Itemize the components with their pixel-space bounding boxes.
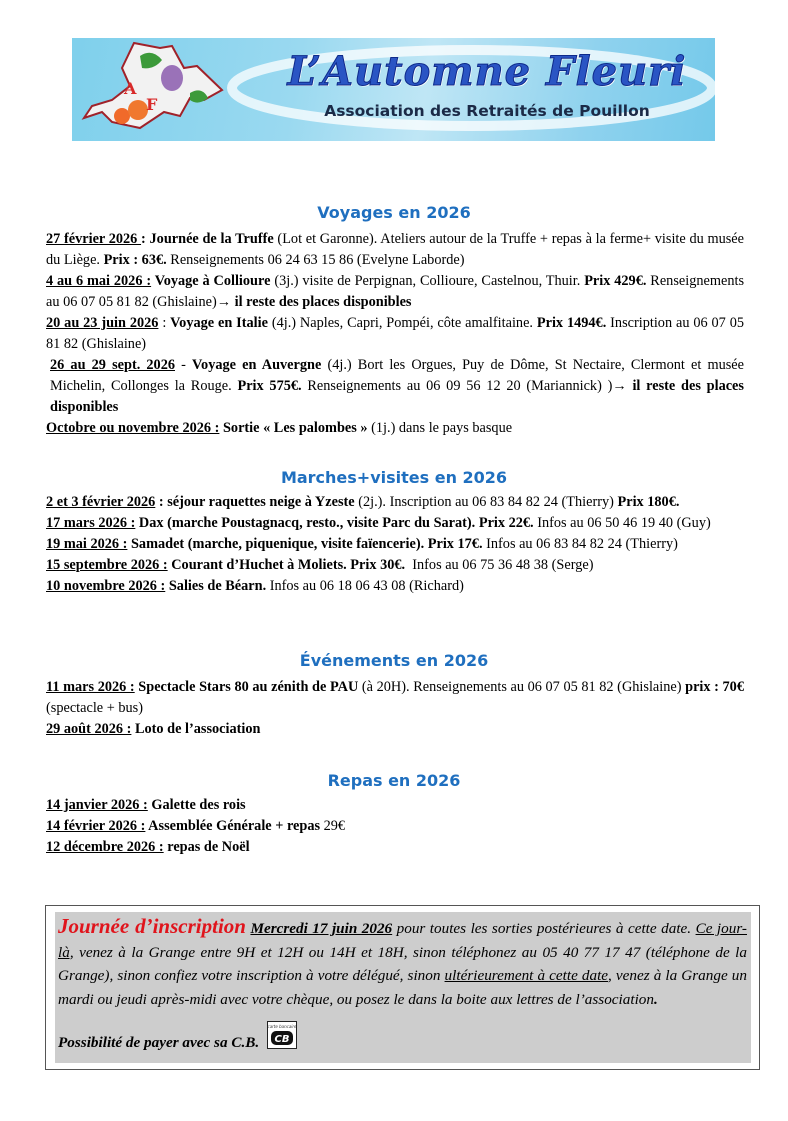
list-item: 14 janvier 2026 : Galette des rois bbox=[46, 797, 246, 813]
section-title-evenements: Événements en 2026 bbox=[299, 651, 489, 670]
inscription-date: Mercredi 17 juin 2026 bbox=[250, 920, 393, 937]
cb-card-icon bbox=[267, 1021, 297, 1049]
logo-letter-f: F bbox=[146, 95, 158, 114]
arrow-right-icon: → bbox=[612, 378, 627, 394]
grapes-icon bbox=[161, 65, 183, 91]
list-item: 20 au 23 juin 2026 : Voyage en Italie (4j.) Naples, Capri, Pompéi, côte amalfitaine. Prix 1494€. Inscription au 06 07 05 81 82 (Ghislaine) bbox=[46, 315, 744, 352]
list-item: 19 mai 2026 : Samadet (marche, piquenique, visite faïencerie). Prix 17€. Infos au 06 83 84 82 24 (Thierry) bbox=[46, 536, 678, 552]
list-item: 4 au 6 mai 2026 : Voyage à Collioure (3j.) visite de Perpignan, Collioure, Castelnou, Thuir. Prix 429€. Renseignements au 06 07 05 81 82 (Ghislaine)→ il reste des places disponibles bbox=[46, 273, 745, 310]
list-item: 27 février 2026 : Journée de la Truffe (Lot et Garonne). Ateliers autour de la Truffe + repas à la ferme+ visite du musée du Liège. Prix : 63€. Renseignements 06 24 63 15 86 (Evelyne Laborde) bbox=[46, 231, 745, 268]
list-item: 2 et 3 février 2026 : séjour raquettes neige à Yzeste (2j.). Inscription au 06 83 84 82 24 (Thierry) Prix 180€. bbox=[46, 494, 680, 510]
list-item: 26 au 29 sept. 2026 - Voyage en Auvergne (4j.) Bort les Orgues, Puy de Dôme, St Nectaire, Clermont et musée Michelin, Collonges la Rouge. Prix 575€. Renseignements au 06 09 56 12 20 (Mariannick) )→ il reste des places disponibles bbox=[50, 357, 744, 415]
list-item: 14 février 2026 : Assemblée Générale + repas 29€ bbox=[46, 818, 346, 834]
inscription-box-content: Journée d’inscription Mercredi 17 juin 2026 pour toutes les sorties postérieures à cette date. Ce jour-là, venez à la Grange entre 9H et 12H ou 14H et 18H, sinon téléphonez au 05 40 77 17 47 (téléphone de la Grange), sinon confiez votre inscription à votre délégué, sinon ultérieurement à cette date, venez à la Grange un mardi ou jeudi après-midi avec votre chèque, ou posez le dans la boite aux lettres de l’association. Possibilité de payer avec sa C.B. carte bancaire CB bbox=[55, 912, 751, 1063]
inscription-heading: Journée d’inscription bbox=[58, 914, 246, 938]
section-title-voyages: Voyages en 2026 bbox=[317, 203, 471, 222]
flower-icon bbox=[114, 108, 130, 124]
section-repas bbox=[46, 795, 744, 858]
banner-title: L’Automne Fleuri bbox=[287, 48, 687, 95]
logo-letter-a: A bbox=[124, 79, 137, 98]
section-marches bbox=[46, 492, 744, 597]
section-title-repas: Repas en 2026 bbox=[327, 771, 461, 790]
header-banner bbox=[72, 38, 715, 141]
flower-icon bbox=[128, 100, 148, 120]
list-item: 17 mars 2026 : Dax (marche Poustagnacq, resto., visite Parc du Sarat). Prix 22€. Infos au 06 50 46 19 40 (Guy) bbox=[46, 515, 711, 531]
list-item: 11 mars 2026 : Spectacle Stars 80 au zénith de PAU (à 20H). Renseignements au 06 07 05 81 82 (Ghislaine) prix : 70€ (spectacle + bus) bbox=[46, 679, 744, 716]
section-voyages bbox=[46, 229, 744, 439]
section-evenements bbox=[46, 677, 744, 740]
arrow-right-icon: → bbox=[216, 294, 232, 310]
list-item: Octobre ou novembre 2026 : Sortie « Les palombes » (1j.) dans le pays basque bbox=[46, 420, 513, 436]
cb-logo-text: CB bbox=[274, 1034, 290, 1045]
cb-logo-caption: carte bancaire bbox=[267, 1024, 297, 1029]
payment-line bbox=[58, 1021, 747, 1055]
list-item: 12 décembre 2026 : repas de Noël bbox=[46, 839, 250, 855]
inscription-box bbox=[45, 905, 760, 1070]
list-item: 29 août 2026 : Loto de l’association bbox=[46, 721, 261, 737]
payment-text: Possibilité de payer avec sa C.B. bbox=[58, 1034, 260, 1051]
list-item: 10 novembre 2026 : Salies de Béarn. Infos au 06 18 06 43 08 (Richard) bbox=[46, 578, 464, 594]
section-title-marches: Marches+visites en 2026 bbox=[280, 468, 508, 487]
list-item: 15 septembre 2026 : Courant d’Huchet à Moliets. Prix 30€. Infos au 06 75 36 48 38 (Serge) bbox=[46, 557, 594, 573]
banner-subtitle: Association des Retraités de Pouillon bbox=[324, 102, 650, 120]
